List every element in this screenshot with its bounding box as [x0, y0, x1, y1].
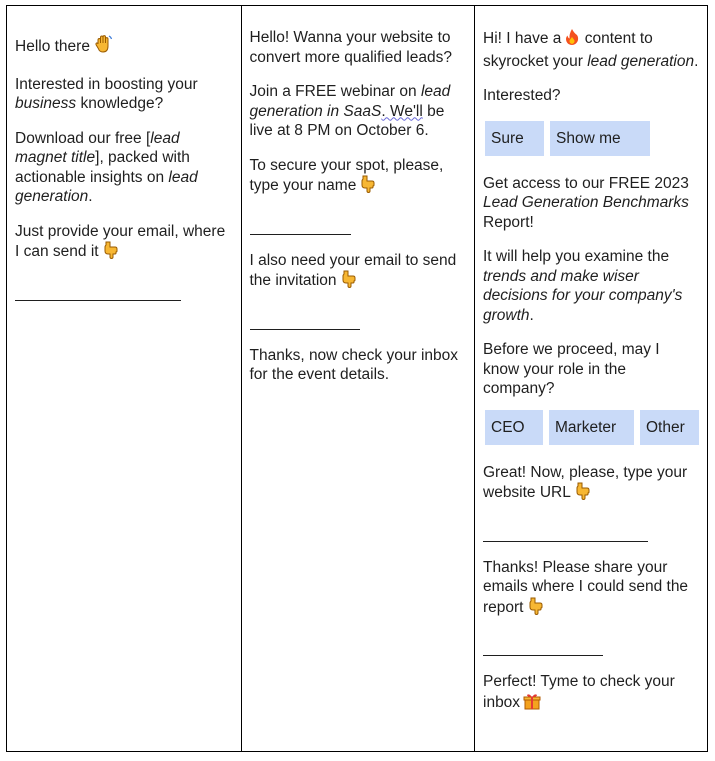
- c3-role-question: Before we proceed, may I know your role in the company?: [483, 341, 660, 397]
- sure-button[interactable]: Sure: [485, 121, 544, 156]
- c2-webinar-text: Join a FREE webinar on lead generation in SaaS. We'll be live at 8 PM on October 6.: [249, 83, 451, 139]
- other-button[interactable]: Other: [640, 410, 699, 445]
- pointing-down-icon: [359, 175, 375, 199]
- c3-report-text: Get access to our FREE 2023 Lead Generation Benchmarks Report!: [483, 174, 689, 231]
- c2-name-prompt: To secure your spot, please, type your name: [250, 156, 467, 199]
- email-input-blank[interactable]: [483, 635, 603, 656]
- c2-intro-text: Hello! Wanna your website to convert more qualified leads?: [249, 29, 452, 66]
- gift-icon: [523, 692, 541, 716]
- column-3: [474, 6, 707, 751]
- show-me-button[interactable]: Show me: [550, 121, 650, 156]
- pointing-down-icon: [340, 270, 356, 294]
- email-input-blank[interactable]: [15, 280, 181, 301]
- c3-final-text: Perfect! Tyme to check your inbox: [483, 672, 699, 715]
- c2-thanks-text: Thanks, now check your inbox for the event details.: [249, 346, 458, 383]
- name-input-blank[interactable]: [250, 214, 351, 235]
- column-1: [7, 6, 241, 751]
- column-2: [241, 6, 475, 751]
- c3-email-prompt: Thanks! Please share your emails where I could send the report: [483, 558, 699, 621]
- marketer-button[interactable]: Marketer: [549, 410, 634, 445]
- c1-download-text: Download our free [lead magnet title], packed with actionable insights on lead generation.: [15, 129, 198, 205]
- c2-email-prompt: I also need your email to send the invitation: [250, 251, 467, 294]
- c3-url-prompt: Great! Now, please, type your website URL: [483, 463, 699, 506]
- waving-hand-icon: [93, 34, 113, 60]
- ceo-button[interactable]: CEO: [485, 410, 543, 445]
- c3-intro-text: Hi! I have a content to skyrocket your lead generation.: [483, 30, 699, 70]
- c1-interest-text: Interested in boosting your business knowledge?: [15, 75, 198, 112]
- role-choices: [485, 410, 699, 445]
- content-table: [6, 5, 708, 752]
- pointing-down-icon: [527, 597, 543, 621]
- pointing-down-icon: [574, 482, 590, 506]
- url-input-blank[interactable]: [483, 521, 648, 542]
- pointing-down-icon: [102, 241, 118, 265]
- c1-greeting: Hello there: [15, 34, 233, 60]
- c1-email-prompt: Just provide your email, where I can send it: [15, 222, 233, 265]
- interest-choices: [485, 121, 699, 156]
- fire-icon: [564, 28, 580, 52]
- c3-interested-text: Interested?: [483, 87, 561, 104]
- c3-benefit-text: It will help you examine the trends and make wiser decisions for your company's growth.: [483, 248, 683, 324]
- email-input-blank[interactable]: [250, 309, 360, 330]
